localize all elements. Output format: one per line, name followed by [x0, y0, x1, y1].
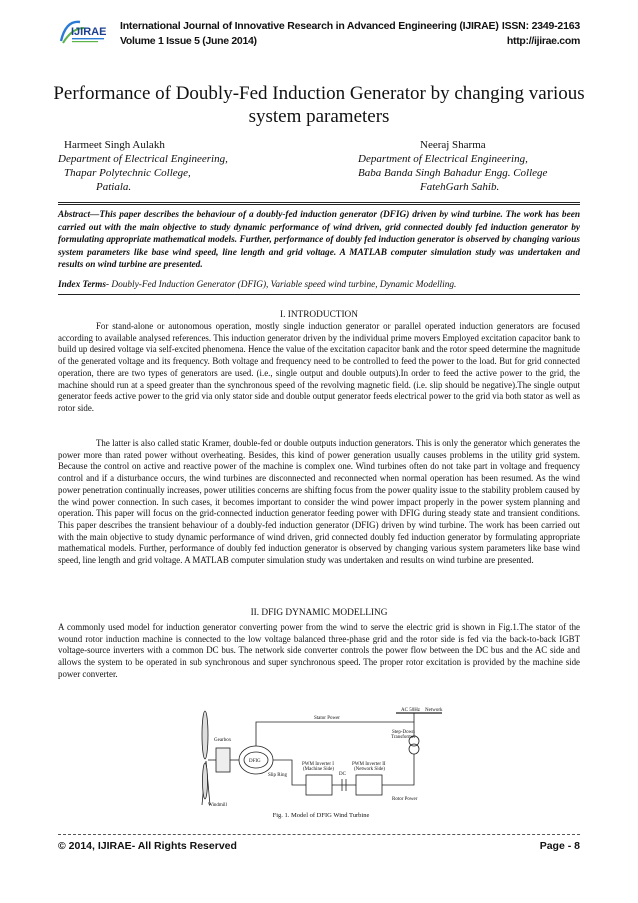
journal-url[interactable]: http://ijirae.com — [506, 35, 580, 47]
label-inverter-2b: (Network Side) — [354, 767, 385, 772]
section-heading: II. DFIG DYNAMIC MODELLING — [250, 608, 388, 618]
paper-title: Performance of Doubly-Fed Induction Generator by changing various system parameters — [53, 83, 585, 127]
author-name: Harmeet Singh Aulakh — [64, 139, 165, 151]
label-inverter-1b: (Machine Side) — [303, 767, 334, 772]
gearbox-box — [216, 748, 230, 772]
keywords-rule — [58, 294, 580, 295]
author-name: Neeraj Sharma — [420, 139, 486, 151]
windmill-blade-lower — [203, 763, 208, 799]
index-terms — [58, 279, 580, 291]
pwm-inverter-2 — [356, 775, 382, 795]
journal-logo — [58, 16, 108, 46]
dfig-wind-turbine-diagram — [196, 705, 446, 809]
label-rotor-power: Rotor Power — [392, 797, 418, 802]
author-2 — [358, 138, 588, 194]
label-transformer-2: Transformer — [391, 735, 416, 740]
abstract: Abstract—This paper describes the behaviour of a doubly-fed induction generator (DFIG) driven by wind turbine. The work has been carried out with the main objective to study dynamic performance of wind driven, grid connected doubly fed induction generator by formulating appropriate mathematical models. Further, performance of doubly fed induction generator is observed by changing various system parameters like base wind speed, line length and grid voltage. A MATLAB computer simulation study was undertaken and results on wind turbine are presented. — [58, 210, 580, 271]
author-affiliation-institution: Thapar Polytechnic College, — [64, 167, 191, 179]
label-transformer-1: Step-Down — [392, 730, 415, 735]
abstract-top-rule — [58, 202, 580, 203]
label-gearbox: Gearbox — [214, 738, 232, 743]
author-affiliation-dept: Department of Electrical Engineering, — [358, 153, 528, 165]
author-1 — [58, 138, 288, 194]
page-number: Page - 8 — [539, 840, 580, 852]
abstract-top-rule-2 — [58, 204, 580, 205]
footer-rule — [58, 834, 580, 835]
author-affiliation-city: FatehGarh Sahib. — [420, 181, 500, 193]
label-stator-power: Stator Power — [314, 716, 340, 721]
label-windmill: Windmill — [208, 803, 227, 808]
label-dfig: DFIG — [249, 759, 261, 764]
label-inverter-2a: PWM Inverter II — [352, 762, 386, 767]
index-terms-label: Index Terms- — [58, 280, 110, 290]
volume-issue: Volume 1 Issue 5 (June 2014) — [120, 35, 257, 47]
pwm-inverter-1 — [306, 775, 332, 795]
author-affiliation-institution: Baba Banda Singh Bahadur Engg. College — [358, 167, 548, 179]
journal-name: International Journal of Innovative Research in Advanced Engineering (IJIRAE) — [120, 20, 499, 32]
label-slip-ring: Slip Ring — [268, 773, 288, 778]
label-dc: DC — [339, 772, 346, 777]
header-line-1 — [120, 20, 580, 32]
issn: ISSN: 2349-2163 — [501, 20, 580, 32]
body-paragraph: The latter is also called static Kramer, double-fed or double outputs induction generators. This is only the generator which generates the power more than rated power without overheating. Besides, this kind of power generation usually causes problems in the utility grid system. Because the control on active and reactive power of the machine is complex one. Wind turbines often do not take part in voltage and frequency control and if a disturbance occurs, the wind turbines are disconnected and reconnected when normal operation has been resumed. As the wind power penetration continually increases, power utilities concerns are shifting focus from the power quality issue to the stability problem caused by the wind power connection. In such cases, it becomes important to consider the wind power impact properly in the power system planning and operation. This paper will focus on the grid-connected induction generator feeding power with DFIG during steady state and transient conditions. This paper describes the transient behaviour of a doubly-fed induction generator (DFIG) driven by wind turbine. The work has been carried out with the main objective to study dynamic performance of wind driven, grid connected doubly fed induction generator by formulating appropriate mathematical models. Further, performance of doubly fed induction generator is observed by changing various system parameters like base wind speed, line length and grid voltage. A MATLAB computer simulation study was undertaken and results on wind turbine are presented. — [58, 438, 580, 566]
author-affiliation-city: Patiala. — [96, 181, 132, 193]
header-line-2 — [120, 35, 580, 47]
journal-header — [58, 14, 580, 54]
body-paragraph: A commonly used model for induction generator converting power from the wind to serve the electric grid is shown in Fig.1.The stator of the wound rotor induction machine is connected to the low voltage balanced three-phase grid and the rotor side is fed via the back-to-back IGBT voltage-source inverters with a common DC bus. The network side converter controls the power flow between the DC bus and the AC side and allows the system to be operated in sub synchronous and super synchronous speed. The proper rotor excitation is provided by the machine side power converter. — [58, 622, 580, 679]
label-ac: AC 50Hz — [401, 708, 421, 713]
logo-text: IJIRAE — [71, 26, 107, 38]
index-terms-text: Doubly-Fed Induction Generator (DFIG), Variable speed wind turbine, Dynamic Modelling. — [109, 280, 457, 290]
section-heading: I. INTRODUCTION — [280, 310, 358, 320]
label-network: Network — [425, 708, 443, 713]
label-inverter-1a: PWM Inverter I — [302, 762, 334, 767]
copyright: © 2014, IJIRAE- All Rights Reserved — [58, 840, 237, 852]
body-paragraph: For stand-alone or autonomous operation, mostly single induction generator or parallel operated induction generators are focused according to available analysed references. This induction generator driven by the individual prime movers Employed excitation capacitor bank to build up desired voltage via self-excited phenomena. Hence the value of the excitation capacitor bank and the rotor speed determine the magnitude of the generated voltage and its frequency. Both voltage and frequency need to be controlled to feed the power to the load. But for grid connected operation, there are two types of generators are used. (i.e., single output and double outputs).In order to feed the active power to the grid, the machine should run at a speed greater than the synchronous speed of the revolving magnetic field. (i.e. slip should be negative).The single output generator feeds active power to the grid via only stator side and double output generator feeds electrical power to the grid via both stator as well as rotor side. — [58, 321, 580, 413]
author-affiliation-dept: Department of Electrical Engineering, — [58, 153, 228, 165]
page-footer — [58, 840, 580, 852]
figure-caption: Fig. 1. Model of DFIG Wind Turbine — [272, 812, 370, 819]
windmill-blade-upper — [202, 711, 208, 759]
authors-block — [58, 138, 580, 194]
